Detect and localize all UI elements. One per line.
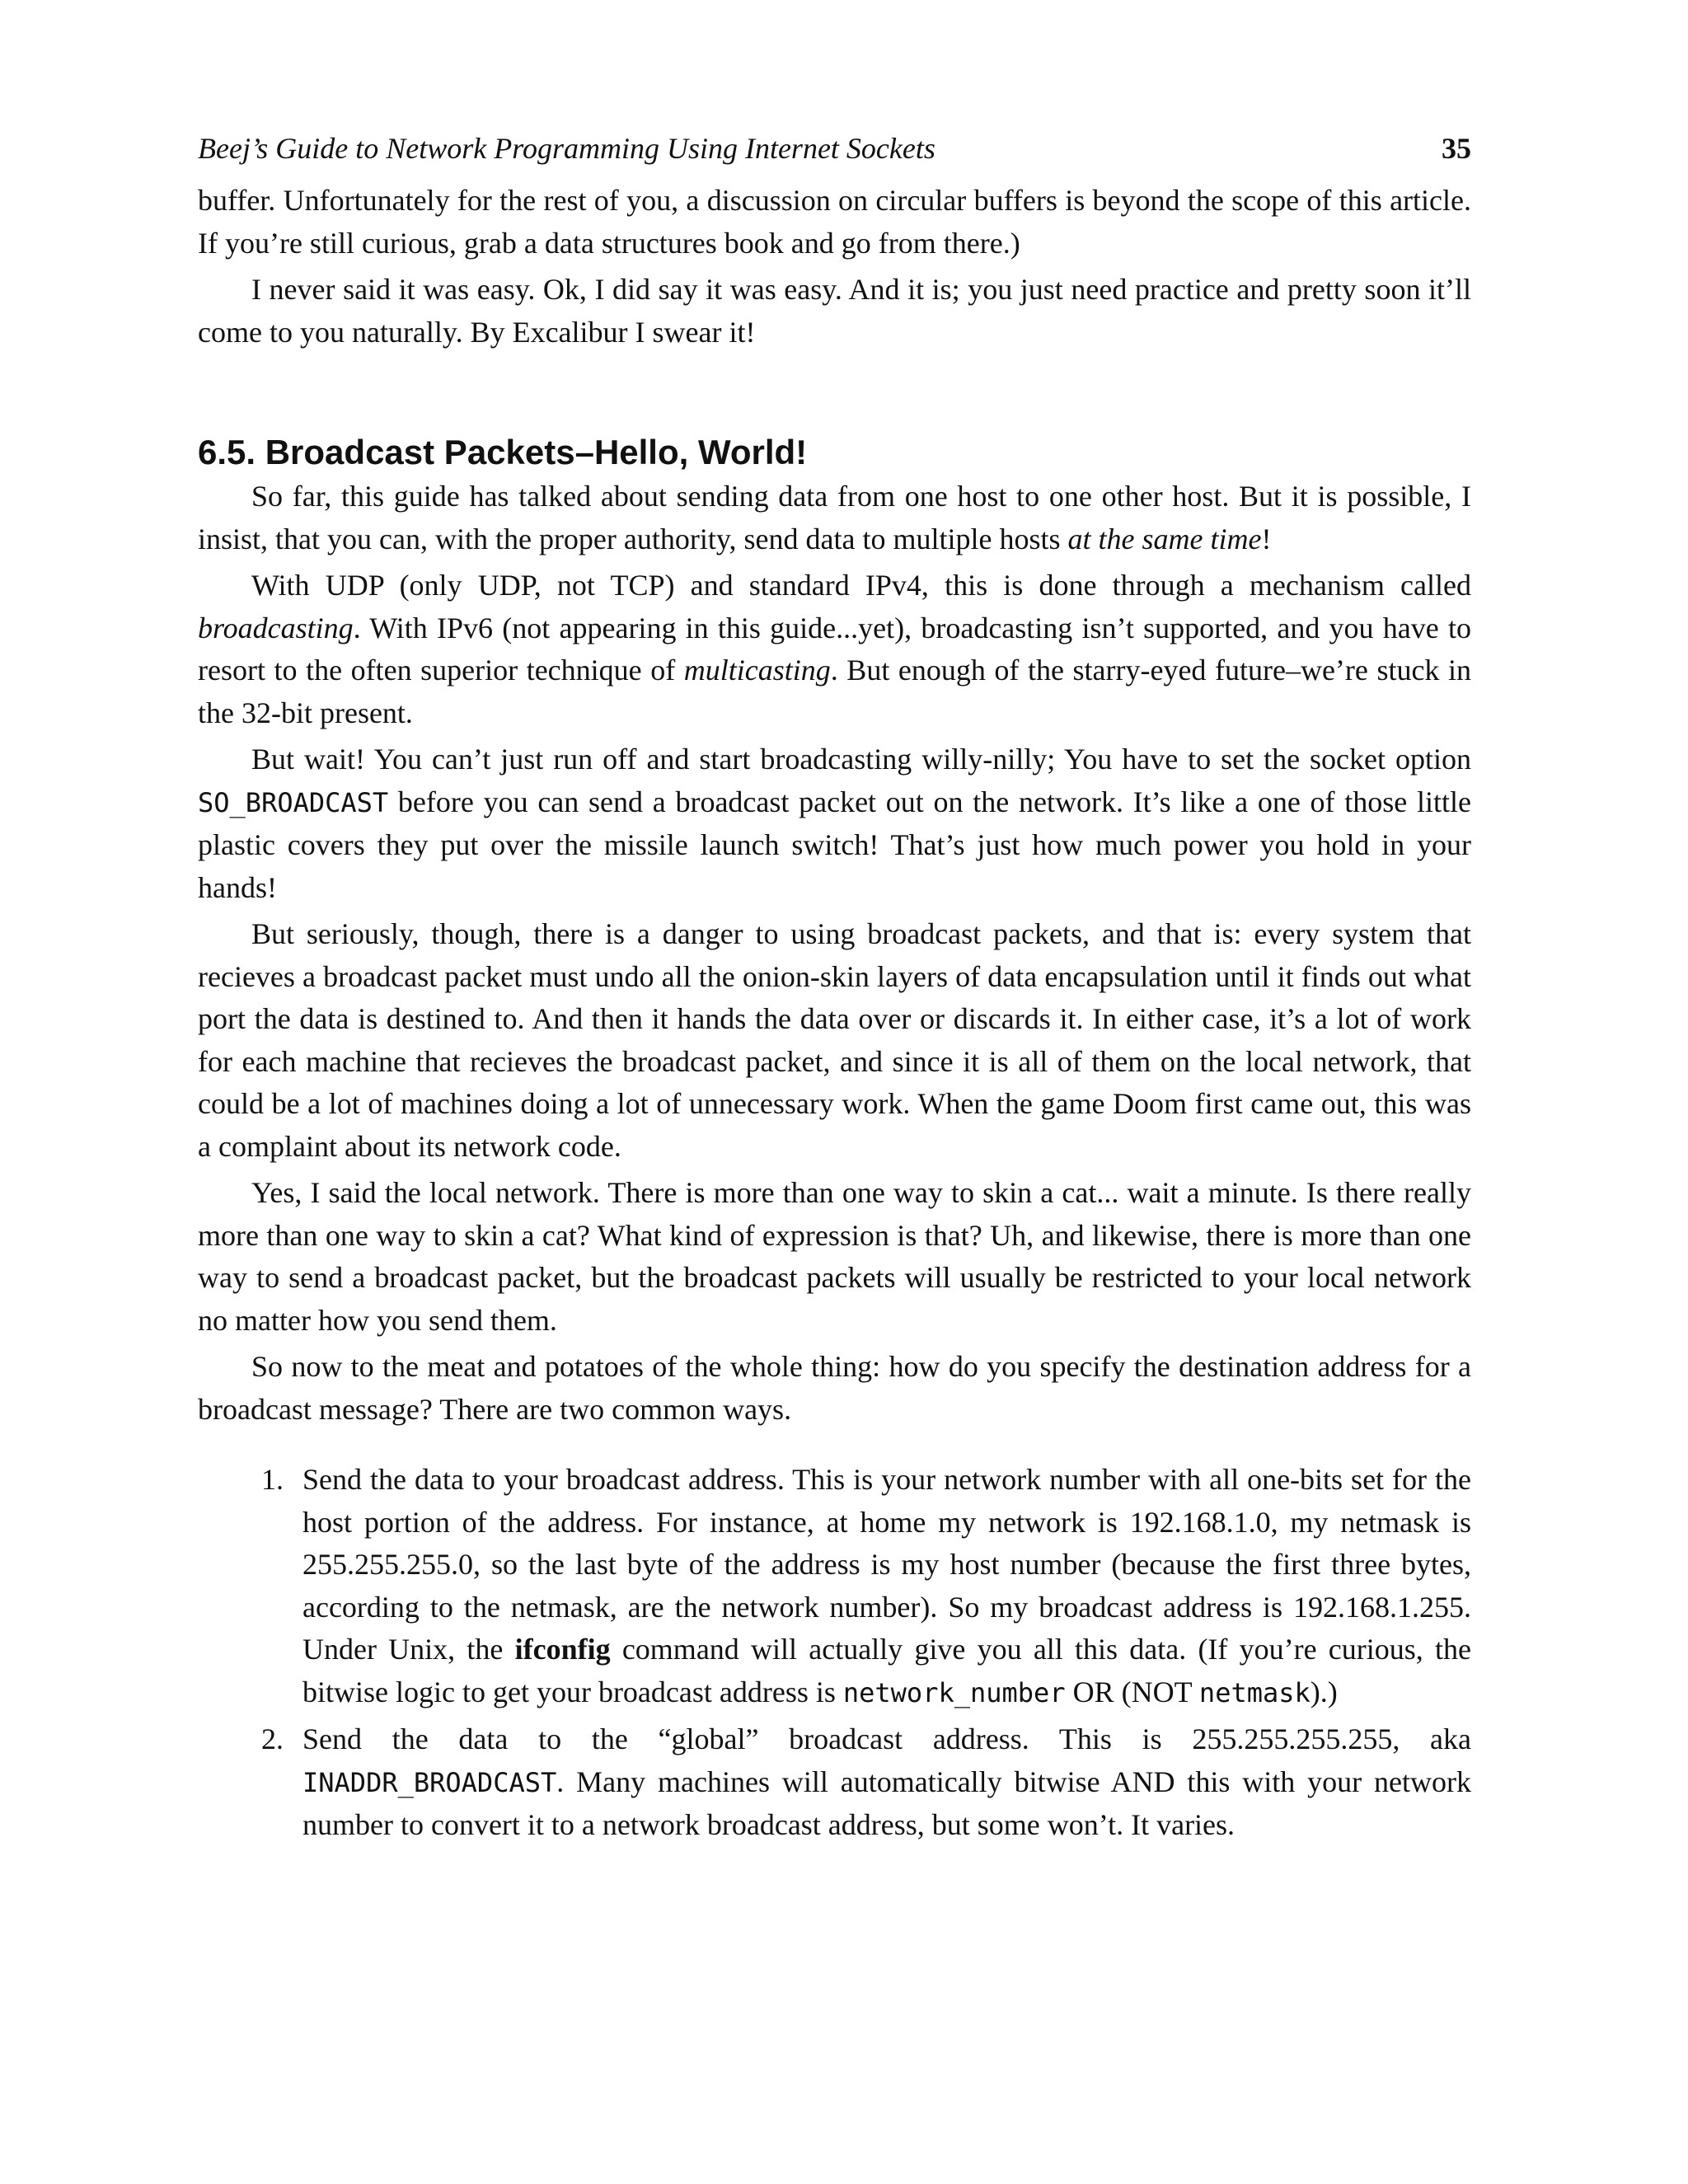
running-title: Beej’s Guide to Network Programming Using Internet Sockets [198, 132, 935, 165]
text-run: OR (NOT [1065, 1675, 1199, 1708]
document-page [198, 124, 1471, 1851]
text-run: Send the data to your broadcast address. This is your network number with all one-bits set for the host portion of the address. For instance, at home my network is 192.168.1.0, my netmask is 255.255.255.0, so the last byte of the address is my host number (because the first three bytes, according to the netmask, are the network number). So my broadcast address is 192.168.1.255. Under Unix, the [302, 1463, 1471, 1666]
text-run: command will actually give you all this data. (If you’re curious, the bitwise logic to get your broadcast address is [302, 1633, 1471, 1708]
page-number: 35 [1442, 132, 1471, 165]
list-marker: 1. [261, 1463, 284, 1496]
text-run: . With IPv6 (not appearing in this guide...yet), broadcasting isn’t supported, and you have to resort to the often superior technique of [198, 611, 1471, 687]
running-header [198, 124, 1471, 173]
body-text [198, 180, 1471, 1847]
code-term: SO_BROADCAST [198, 786, 389, 818]
section-paragraph-2 [198, 565, 1471, 734]
text-run: ! [1261, 522, 1272, 555]
emphasis-text: at the same time [1067, 522, 1262, 555]
emphasis-text: multicasting [683, 654, 831, 687]
list-marker: 2. [261, 1722, 284, 1755]
intro-paragraph-2: I never said it was easy. Ok, I did say it was easy. And it is; you just need practice and pretty soon it’ll come to you naturally. By Excalibur I swear it! [198, 273, 1471, 349]
text-run: . But enough of the starry-eyed future–we’re stuck in the 32-bit present. [198, 654, 1471, 729]
list-item [261, 1718, 1471, 1847]
emphasis-text: broadcasting [198, 611, 354, 644]
code-term: INADDR_BROADCAST [302, 1766, 557, 1798]
text-run: So far, this guide has talked about sending data from one host to one other host. But it is possible, I insist, that you can, with the proper authority, send data to multiple hosts [198, 480, 1471, 555]
section-paragraph-4: But seriously, though, there is a danger to using broadcast packets, and that is: every system that recieves a broadcast packet must undo all the onion-skin layers of data encapsulation until it finds out what port the data is destined to. And then it hands the data over or discards it. In either case, it’s a lot of work for each machine that recieves the broadcast packet, and since it is all of them on the local network, that could be a lot of machines doing a lot of unnecessary work. When the game Doom first came out, this was a complaint about its network code. [198, 917, 1471, 1163]
list-item [261, 1459, 1471, 1714]
section-heading: 6.5. Broadcast Packets–Hello, World! [198, 433, 808, 471]
section-paragraph-6: So now to the meat and potatoes of the whole thing: how do you specify the destination address for a broadcast message? There are two common ways. [198, 1350, 1471, 1426]
text-run: With UDP (only UDP, not TCP) and standard IPv4, this is done through a mechanism called [251, 569, 1471, 602]
code-term: netmask [1198, 1676, 1311, 1708]
section-paragraph-5: Yes, I said the local network. There is more than one way to skin a cat... wait a minute. Is there really more than one way to skin a cat? What kind of expression is that? Uh, and likewise, there is more than one way to send a broadcast packet, but the broadcast packets will usually be restricted to your local network no matter how you send them. [198, 1176, 1471, 1337]
intro-paragraph-1: buffer. Unfortunately for the rest of you, a discussion on circular buffers is beyond the scope of this article. If you’re still curious, grab a data structures book and go from there.) [198, 184, 1471, 260]
section-paragraph-1 [198, 476, 1471, 560]
text-run: Send the data to the “global” broadcast address. This is 255.255.255.255, aka [302, 1722, 1471, 1755]
text-run: ).) [1310, 1675, 1338, 1708]
section-paragraph-3 [198, 738, 1471, 909]
text-run: before you can send a broadcast packet out on the network. It’s like a one of those little plastic covers they put over the missile launch switch! That’s just how much power you hold in your hands! [198, 785, 1471, 904]
command-name: ifconfig [514, 1633, 611, 1666]
numbered-list [198, 1459, 1471, 1847]
text-run: . Many machines will automatically bitwise AND this with your network number to convert it to a network broadcast address, but some won’t. It varies. [302, 1765, 1471, 1841]
text-run: But wait! You can’t just run off and start broadcasting willy-nilly; You have to set the socket option [251, 743, 1471, 776]
code-term: network_number [842, 1676, 1066, 1708]
